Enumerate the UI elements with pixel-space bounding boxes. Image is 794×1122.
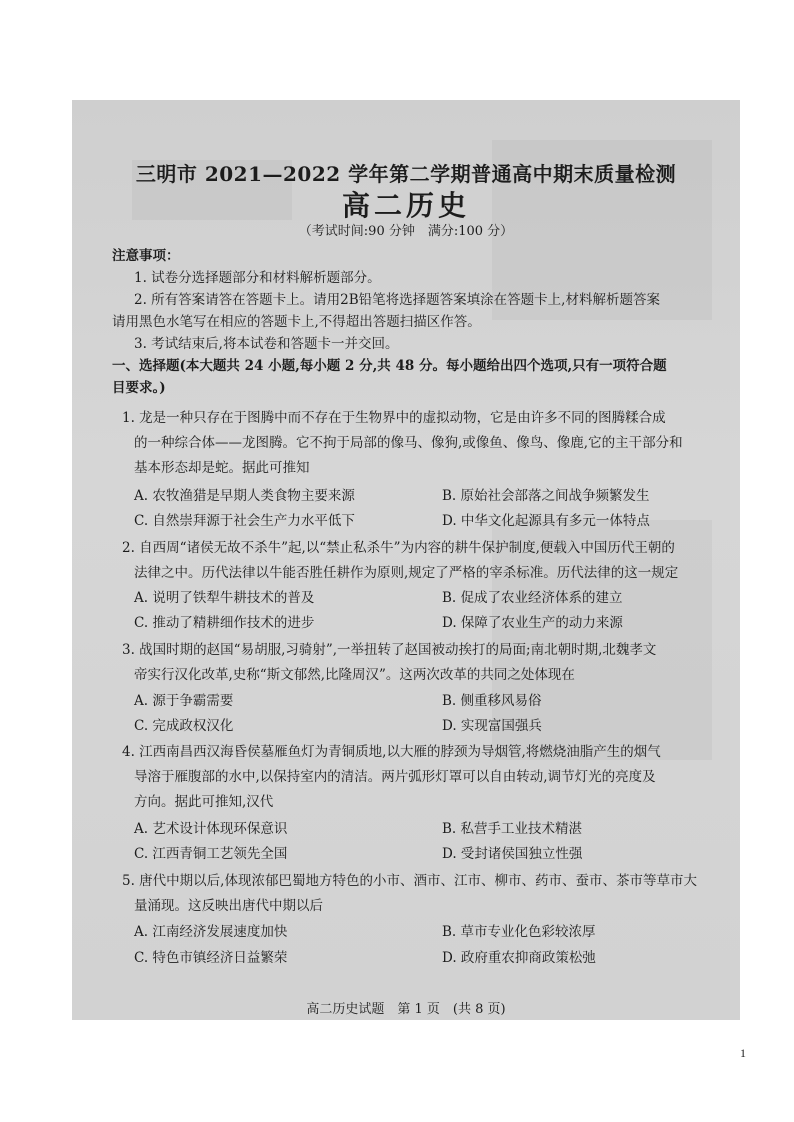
question-5-option-d: D. 政府重农抑商政策松弛 <box>442 950 596 966</box>
question-5-option-b: B. 草市专业化色彩较浓厚 <box>442 924 596 940</box>
page-footer: 高二历史试题 第 1 页 (共 8 页) <box>306 1002 506 1017</box>
question-4-option-a: A. 艺术设计体现环保意识 <box>134 821 288 837</box>
question-5-text: 5. 唐代中期以后,体现浓郁巴蜀地方特色的小市、酒市、江市、柳市、药市、蚕市、茶市等草市大 <box>122 873 697 889</box>
question-4-text: 导溶于雁腹部的水中,以保持室内的清洁。两片弧形灯罩可以自由转动,调节灯光的亮度及 <box>134 769 656 785</box>
question-1-text: 1. 龙是一种只存在于图腾中而不存在于生物界中的虚拟动物，它是由许多不同的图腾糅合成 <box>122 410 666 426</box>
question-2-option-b: B. 促成了农业经济体系的建立 <box>442 590 623 606</box>
question-1-text: 的一种综合体——龙图腾。它不拘于局部的像马、像狗,或像鱼、像鸟、像鹿,它的主干部分和 <box>134 435 683 451</box>
page-number: 1 <box>740 1046 746 1060</box>
notice-item: 请用黑色水笔写在相应的答题卡上,不得超出答题扫描区作答。 <box>112 314 481 330</box>
question-2-option-d: D. 保障了农业生产的动力来源 <box>442 615 623 631</box>
question-3-text: 帝实行汉化改革,史称“斯文郁然,比隆周汉”。这两次改革的共同之处体现在 <box>134 667 575 683</box>
question-4-text: 方向。据此可推知,汉代 <box>134 794 274 810</box>
notice-item: 1. 试卷分选择题部分和材料解析题部分。 <box>134 270 381 286</box>
question-3-option-a: A. 源于争霸需要 <box>134 693 234 709</box>
subject-title: 高二历史 <box>341 189 470 222</box>
question-1-text: 基本形态却是蛇。据此可推知 <box>134 460 310 476</box>
notice-item: 3. 考试结束后,将本试卷和答题卡一并交回。 <box>134 336 399 352</box>
question-3-text: 3. 战国时期的赵国“易胡服,习骑射”,一举扭转了赵国被动挨打的局面;南北朝时期,北魏孝文 <box>122 642 657 658</box>
exam-info: （考试时间:90 分钟 满分:100 分） <box>298 224 514 239</box>
question-5-option-a: A. 江南经济发展速度加快 <box>134 924 288 940</box>
scanned-photo <box>72 100 740 1020</box>
question-4-option-b: B. 私营手工业技术精湛 <box>442 821 583 837</box>
notice-title: 注意事项： <box>112 248 180 264</box>
question-5-option-c: C. 特色市镇经济日益繁荣 <box>134 950 288 966</box>
question-4-text: 4. 江西南昌西汉海昏侯墓雁鱼灯为青铜质地,以大雁的脖颈为导烟管,将燃烧油脂产生的烟气 <box>122 744 661 760</box>
question-1-option-a: A. 农牧渔猎是早期人类食物主要来源 <box>134 488 355 504</box>
section-heading-cont: 目要求。) <box>112 380 166 396</box>
question-5-text: 量涌现。这反映出唐代中期以后 <box>134 898 323 914</box>
exam-title: 三明市 2021—2022 学年第二学期普通高中期末质量检测 <box>135 162 677 186</box>
question-1-option-c: C. 自然崇拜源于社会生产力水平低下 <box>134 513 355 529</box>
question-4-option-c: C. 江西青铜工艺领先全国 <box>134 846 288 862</box>
question-1-option-d: D. 中华文化起源具有多元一体特点 <box>442 513 650 529</box>
question-2-text: 法律之中。历代法律以牛能否胜任耕作为原则,规定了严格的宰杀标准。历代法律的这一规定 <box>134 565 679 581</box>
question-3-option-d: D. 实现富国强兵 <box>442 718 542 734</box>
question-2-text: 2. 自西周“诸侯无故不杀牛”起,以“禁止私杀牛”为内容的耕牛保护制度,便载入中国历代王朝的 <box>122 540 675 556</box>
question-2-option-c: C. 推动了精耕细作技术的进步 <box>134 615 315 631</box>
question-4-option-d: D. 受封诸侯国独立性强 <box>442 846 583 862</box>
question-3-option-b: B. 侧重移风易俗 <box>442 693 542 709</box>
question-2-option-a: A. 说明了铁犁牛耕技术的普及 <box>134 590 315 606</box>
section-heading: 一、选择题(本大题共 24 小题,每小题 2 分,共 48 分。每小题给出四个选项,只有一项符合题 <box>112 358 667 374</box>
question-1-option-b: B. 原始社会部落之间战争频繁发生 <box>442 488 650 504</box>
exam-paper <box>86 120 726 1017</box>
question-3-option-c: C. 完成政权汉化 <box>134 718 234 734</box>
notice-item: 2. 所有答案请答在答题卡上。请用2B铅笔将选择题答案填涂在答题卡上,材料解析题答案 <box>134 292 660 308</box>
